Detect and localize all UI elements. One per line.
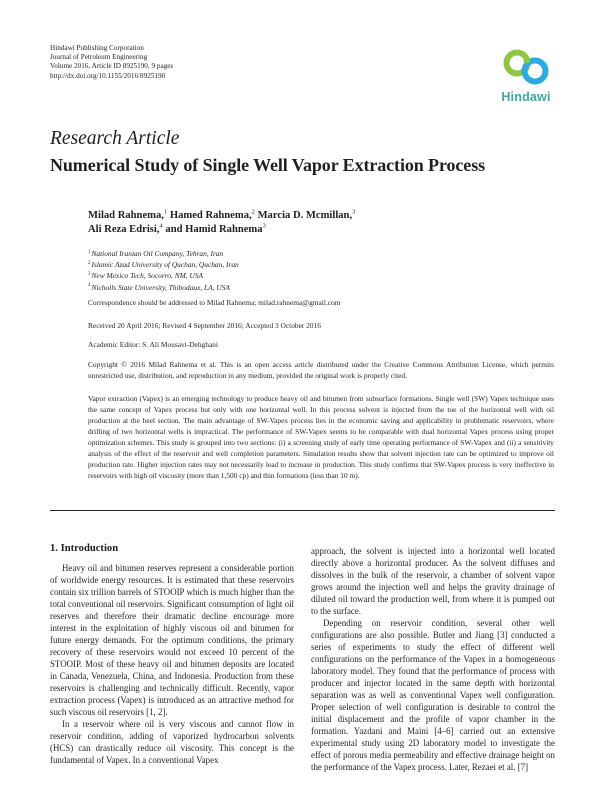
journal-name: Journal of Petroleum Engineering <box>50 53 148 62</box>
author-name: Milad Rahnema, <box>88 210 164 221</box>
affiliation-item <box>88 248 239 259</box>
body-paragraph: Heavy oil and bitumen reserves represent a considerable portion of worldwide energy resources. It is estimated that these reservoirs contain six trillion barrels of STOOIP which is much higher than the total conventional oil reservoirs. Significant consumption of light oil reserves and therefore their dramatic decline encourage more interest in the exploitation of highly viscous oil and bitumen for future energy demands. For the optimum conditions, the primary recovery of these reservoirs would not exceed 10 percent of the STOOIP. Most of these heavy oil and bitumen deposits are located in Canada, Venezuela, China, and Indonesia. Production from these reservoirs is challenging and technically difficult. Recently, vapor extraction process (Vapex) is introduced as an attractive method for such viscous oil reservoirs [1, 2]. <box>50 563 294 717</box>
academic-editor-line: Academic Editor: S. Ali Mousavi-Dehghani <box>88 340 218 349</box>
affiliation-list <box>88 248 239 293</box>
doi-link[interactable]: http://dx.doi.org/10.1155/2016/8925190 <box>50 71 166 80</box>
copyright-notice: Copyright © 2016 Milad Rahnema et al. This is an open access article distributed under the Creative Commons Attribution License, which permits unrestricted use, distribution, and reproduction in any medium, provided the original work is properly cited. <box>88 360 554 380</box>
hindawi-logo-text: Hindawi <box>501 90 551 104</box>
section-heading: 1. Introduction <box>50 543 119 554</box>
affiliation-item <box>88 282 239 293</box>
author-list <box>88 209 355 237</box>
affiliation-number: 1 <box>88 249 91 255</box>
affiliation-text: New Mexico Tech, Socorro, NM, USA <box>91 271 204 281</box>
author-line-2 <box>88 223 355 237</box>
correspondence-line: Correspondence should be addressed to Milad Rahnema; milad.rahnema@gmail.com <box>88 298 341 307</box>
hindawi-logo <box>496 44 556 106</box>
author-affil-ref: 3 <box>352 208 356 216</box>
author-affil-ref: 2 <box>251 208 255 216</box>
article-type: Research Article <box>50 128 180 149</box>
affiliation-number: 3 <box>88 271 91 277</box>
affiliation-text: National Iranian Oil Company, Tehran, Iran <box>91 249 224 258</box>
author-affil-ref: 3 <box>262 222 266 230</box>
author-affil-ref: 4 <box>159 222 163 230</box>
body-paragraph: In a reservoir where oil is very viscous and cannot flow in reservoir condition, adding of vaporized hydrocarbon solvents (HCS) can drastically reduce oil viscosity. This concept is the fundamental of Vapex. In a conventional Vapex <box>50 719 294 765</box>
body-paragraph: approach, the solvent is injected into a horizontal well located directly above a horizontal producer. As the solvent diffuses and dissolves in the bulk of the reservoir, a chamber of solvent vapor grows around the injection well and helps the gravity drainage of diluted oil toward the production well, from where it is pumped out to the surface. <box>311 546 555 616</box>
affiliation-item <box>88 270 239 281</box>
hindawi-logo-icon <box>496 44 556 90</box>
body-paragraph: Depending on reservoir condition, several other well configurations are also possible. Butler and Jiang [3] conducted a series of experiments to study the effect of different well configurations on the performance of the Vapex in a homogeneous laboratory model. They found that the performance of process with producer and injector located in the same depth with horizontal separation was as well as conventional Vapex well configuration. Proper selection of well configuration is desirable to control the initial displacement and the profile of vapor chamber in the formation. Yazdani and Maini [4–6] carried out an extensive experimental study using 2D laboratory model to investigate the effect of porous media permeability and effective drainage height on the performance of the Vapex process. Later, Rezaei et al. [7] <box>311 618 555 772</box>
affiliation-text: Islamic Azad University of Quchan, Quchan, Iran <box>91 260 239 270</box>
left-column <box>50 562 294 766</box>
paper-title: Numerical Study of Single Well Vapor Extraction Process <box>50 155 486 175</box>
affiliation-item <box>88 259 239 270</box>
dates-line: Received 20 April 2016; Revised 4 September 2016; Accepted 3 October 2016 <box>88 321 321 330</box>
author-name: and Hamid Rahnema <box>165 224 263 235</box>
right-column <box>311 545 555 773</box>
abstract-text: Vapor extraction (Vapex) is an emerging technology to produce heavy oil and bitumen from subsurface formations. Single well (SW) Vapex technique uses the same concept of Vapex process but only with one horizontal well. In this process solvent is injected from the toe of the horizontal well with oil production at the heel section. The main advantage of SW-Vapex process lies in the economic saving and applicability in problematic reservoirs, where drilling of two horizontal wells is impractical. The performance of SW-Vapex seems to be comparable with dual horizontal Vapex process using proper optimization schemes. This study is grouped into two sections: (i) a screening study of early time operating performance of SW-Vapex and (ii) a sensitivity analysis of the effect of the reservoir and well completion parameters. Simulation results show that solvent injection rate can be optimized to improve oil production rate. Higher injection rates may not necessarily lead to increase in production. This study confirms that SW-Vapex process is very ineffective in reservoirs with high oil viscosity (more than 1,500 cp) and thin formations (less than 10 m). <box>88 394 554 480</box>
affiliation-text: Nicholls State University, Thibodaux, LA, USA <box>91 282 230 292</box>
affiliation-number: 4 <box>88 283 91 289</box>
volume-line: Volume 2016, Article ID 8925190, 9 pages <box>50 62 174 71</box>
author-line-1 <box>88 209 355 223</box>
affiliation-number: 2 <box>88 260 91 266</box>
publisher-line: Hindawi Publishing Corporation <box>50 44 144 52</box>
author-name: Hamed Rahnema, <box>169 210 252 221</box>
author-name: Marcia D. Mcmillan, <box>257 210 353 221</box>
section-divider <box>50 510 555 511</box>
author-affil-ref: 1 <box>163 208 168 216</box>
journal-info <box>50 44 173 81</box>
author-name: Ali Reza Edrisi, <box>88 224 160 235</box>
